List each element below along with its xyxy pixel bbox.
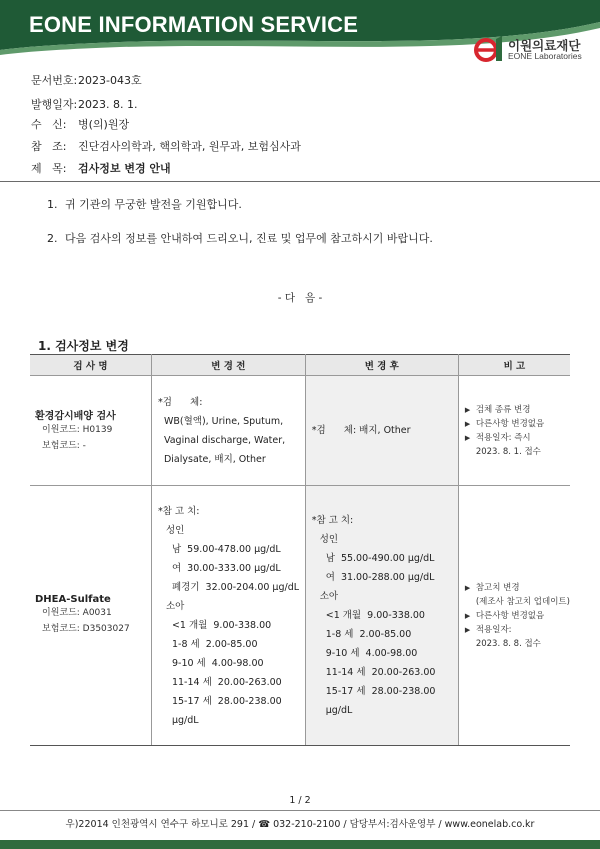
table-row — [30, 376, 570, 486]
remark-line — [465, 595, 570, 609]
remark-text: 2023. 8. 1. 접수 — [475, 446, 541, 457]
after-lines — [306, 511, 458, 720]
cell-line: μg/dL — [171, 714, 199, 726]
doc-number: 문서번호:2023-043호 — [31, 74, 142, 87]
before-lines — [152, 502, 305, 730]
issue-date: 발행일자:2023. 8. 1. — [31, 98, 138, 111]
reference: 참 조: 진단검사의학과, 핵의학과, 원무과, 보험심사과 — [31, 140, 301, 153]
change-table — [30, 354, 570, 746]
cell-line: 여 31.00-288.00 μg/dL — [325, 572, 435, 583]
footer-bar — [0, 840, 600, 849]
bullet-triangle-icon: ▶ — [464, 611, 471, 620]
cell-line: 성인 — [319, 534, 339, 545]
remark-line — [465, 403, 570, 417]
test-name-cell — [30, 376, 151, 486]
insurance-code: 보험코드: - — [42, 441, 86, 451]
subject: 제 목: 검사정보 변경 안내 — [31, 162, 171, 175]
logo-korean-name: 이원의료재단 — [508, 38, 581, 53]
insurance-code: 보험코드: D3503027 — [42, 624, 130, 634]
recipient: 수 신: 병(의)원장 — [31, 118, 130, 131]
page-number: 1 / 2 — [289, 795, 311, 806]
cell-line: 폐경기 32.00-204.00 μg/dL — [171, 581, 300, 593]
bullet-triangle-icon: ▶ — [464, 433, 471, 442]
remarks-lines — [459, 581, 570, 651]
after-lines — [306, 421, 458, 440]
table-row — [30, 486, 570, 746]
cell-line: 15-17 세 28.00-238.00 — [171, 695, 282, 707]
remark-text: 참고치 변경 — [475, 582, 520, 593]
after-cell — [305, 486, 458, 746]
test-name: DHEA-Sulfate — [35, 594, 111, 605]
remark-text: 2023. 8. 8. 접수 — [475, 638, 541, 649]
remark-line — [465, 623, 570, 637]
cell-line: 남 59.00-478.00 μg/dL — [171, 543, 281, 555]
cell-line: Vaginal discharge, Water, — [163, 434, 286, 446]
cell-line: 11-14 세 20.00-263.00 — [325, 667, 436, 678]
remarks-lines — [459, 403, 570, 459]
cell-line: Dialysate, 배지, Other — [163, 453, 266, 465]
before-cell — [151, 486, 305, 746]
remark-line — [465, 417, 570, 431]
remark-text: (제조사 참고치 업데이트) — [475, 596, 570, 607]
remark-text: 적용일자: 즉시 — [475, 432, 531, 443]
cell-line: *참 고 치: — [311, 515, 354, 526]
cell-line: 1-8 세 2.00-85.00 — [171, 638, 258, 650]
cell-line: 소아 — [319, 591, 339, 602]
bullet-triangle-icon: ▶ — [464, 419, 471, 428]
eone-logo — [474, 35, 592, 63]
after-cell — [305, 376, 458, 486]
header-test-name: 검 사 명 — [30, 355, 151, 376]
header-separator — [0, 181, 600, 182]
cell-line: 여 30.00-333.00 μg/dL — [171, 562, 281, 574]
cell-line: 9-10 세 4.00-98.00 — [325, 648, 418, 659]
remark-line — [465, 581, 570, 595]
eone-logo-mark-icon — [474, 35, 506, 63]
cell-line: 1-8 세 2.00-85.00 — [325, 629, 412, 640]
cell-line: 9-10 세 4.00-98.00 — [171, 657, 264, 669]
test-name-cell — [30, 486, 151, 746]
header-before: 변 경 전 — [151, 355, 305, 376]
header-title: EONE INFORMATION SERVICE — [29, 12, 359, 37]
test-name: 환경감시배양 검사 — [35, 411, 116, 422]
cell-line: 11-14 세 20.00-263.00 — [171, 676, 282, 688]
cell-line: μg/dL — [325, 705, 353, 716]
remarks-cell — [458, 486, 570, 746]
bullet-triangle-icon: ▶ — [464, 583, 471, 592]
remark-line — [465, 431, 570, 445]
remark-text: 다른사항 변경없음 — [475, 418, 545, 429]
paragraph-2: 2. 다음 검사의 정보를 안내하여 드리오니, 진료 및 업무에 참고하시기 바랍니다. — [47, 232, 433, 245]
bullet-triangle-icon: ▶ — [464, 625, 471, 634]
remark-line — [465, 445, 570, 459]
before-cell — [151, 376, 305, 486]
remark-line — [465, 609, 570, 623]
cell-line: *검 체: — [157, 396, 203, 408]
eone-code: 이원코드: H0139 — [42, 425, 113, 435]
header-after: 변 경 후 — [305, 355, 458, 376]
remark-text: 적용일자: — [475, 624, 512, 635]
footer-separator — [0, 810, 600, 811]
cell-line: *참 고 치: — [157, 505, 200, 517]
remark-line — [465, 637, 570, 651]
eone-code: 이원코드: A0031 — [42, 608, 112, 618]
header-remarks: 비 고 — [458, 355, 570, 376]
darum-heading: - 다 음 - — [277, 292, 323, 304]
table-header-row — [30, 355, 570, 376]
cell-line: 소아 — [165, 600, 185, 612]
section-title: 1. 검사정보 변경 — [38, 339, 129, 353]
cell-line: WB(혈액), Urine, Sputum, — [163, 415, 284, 427]
cell-line: <1 개월 9.00-338.00 — [171, 619, 272, 631]
logo-english-name: EONE Laboratories — [508, 51, 582, 61]
remarks-cell — [458, 376, 570, 486]
cell-line: 15-17 세 28.00-238.00 — [325, 686, 436, 697]
before-lines — [152, 393, 305, 469]
cell-line: 성인 — [165, 524, 185, 536]
footer-address: 우)22014 인천광역시 연수구 하모니로 291 / ☎ 032-210-2100 / 담당부서:검사운영부 / www.eonelab.co.kr — [65, 819, 535, 830]
paragraph-1: 1. 귀 기관의 무궁한 발전을 기원합니다. — [47, 198, 242, 211]
remark-text: 검체 종류 변경 — [475, 404, 531, 415]
cell-line: 남 55.00-490.00 μg/dL — [325, 553, 435, 564]
cell-line: <1 개월 9.00-338.00 — [325, 610, 425, 621]
remark-text: 다른사항 변경없음 — [475, 610, 545, 621]
cell-line: *검 체: 배지, Other — [311, 425, 411, 436]
bullet-triangle-icon: ▶ — [464, 405, 471, 414]
